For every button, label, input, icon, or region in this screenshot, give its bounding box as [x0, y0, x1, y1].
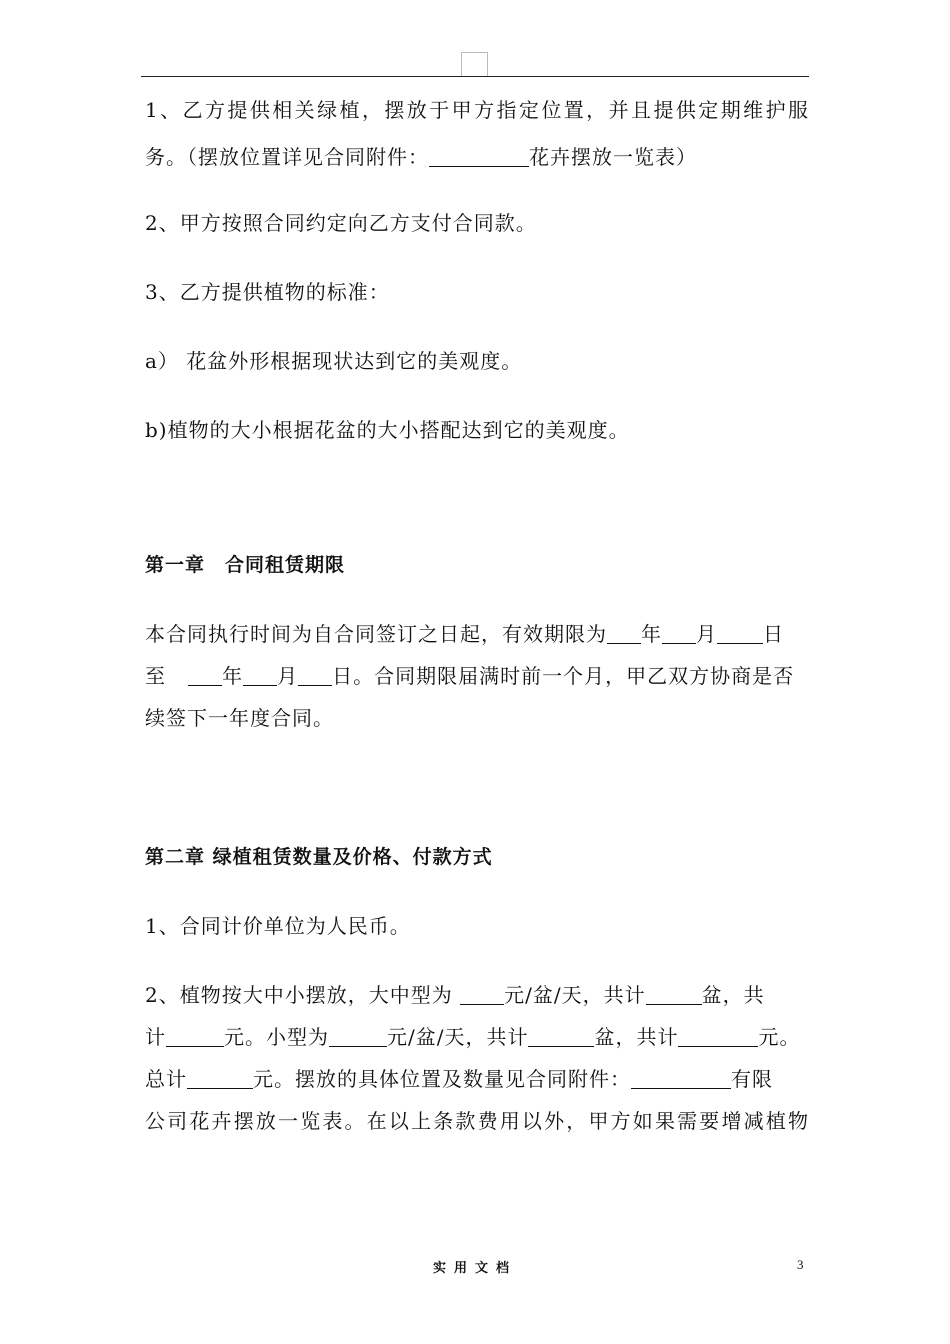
blank-field [646, 984, 702, 1005]
blank-field [717, 623, 763, 644]
blank-field [298, 665, 332, 686]
unit-label: 元/盆/天，共计 [504, 983, 646, 1007]
unit-label: 元/盆/天，共计 [387, 1025, 529, 1049]
blank-field [429, 146, 529, 167]
chapter-1-para-line-3: 续签下一年度合同。 [145, 706, 334, 730]
chapter-2-item-2-line-3 [145, 1065, 773, 1093]
chapter-2-heading: 第二章 绿植租赁数量及价格、付款方式 [145, 846, 493, 868]
chapter-2-item-2-line-2 [145, 1023, 800, 1051]
chapter-2-item-2-line-4: 公司花卉摆放一览表。在以上条款费用以外，甲方如果需要增减植物 [145, 1109, 809, 1133]
item-a: a） 花盆外形根据现状达到它的美观度。 [145, 349, 523, 373]
blank-field [243, 665, 277, 686]
month-label: 月 [696, 622, 717, 646]
blank-field [187, 1068, 253, 1089]
chapter-2-item-2-line-1 [145, 981, 765, 1009]
year-label: 年 [641, 622, 662, 646]
item-1-text: 务。（摆放位置详见合同附件： [145, 145, 429, 169]
chapter-2-item-1: 1、合同计价单位为人民币。 [145, 914, 411, 938]
total-label: 总计 [145, 1067, 187, 1091]
year-label: 年 [222, 664, 244, 688]
to-label: 至 [145, 664, 166, 688]
item-1-line-2 [145, 143, 697, 171]
blank-field [460, 984, 504, 1005]
yuan-label: 元。小型为 [224, 1025, 329, 1049]
term-text: 本合同执行时间为自合同签订之日起，有效期限为 [145, 622, 607, 646]
blank-field [528, 1026, 594, 1047]
item-1-suffix: 花卉摆放一览表） [529, 145, 697, 169]
item-1-line-1: 1、乙方提供相关绿植，摆放于甲方指定位置，并且提供定期维护服 [145, 98, 809, 122]
month-label: 月 [277, 664, 299, 688]
header-box [461, 52, 488, 76]
blank-field [678, 1026, 758, 1047]
item-3: 3、乙方提供植物的标准： [145, 280, 390, 304]
blank-field [166, 1026, 224, 1047]
chapter-1-para-line-1 [145, 620, 784, 648]
ji-label: 计 [145, 1025, 166, 1049]
blank-field [631, 1068, 731, 1089]
pricing-text: 2、植物按大中小摆放，大中型为 [145, 983, 453, 1007]
chapter-1-heading: 第一章 合同租赁期限 [145, 554, 346, 576]
chapter-1-para-line-2 [145, 662, 794, 690]
item-2: 2、甲方按照合同约定向乙方支付合同款。 [145, 211, 537, 235]
pot-label: 盆，共 [701, 983, 765, 1007]
pot-label: 盆，共计 [594, 1025, 679, 1049]
footer-label: 实用文档 [432, 1261, 517, 1276]
blank-field [607, 623, 641, 644]
item-b: b)植物的大小根据花盆的大小搭配达到它的美观度。 [145, 418, 630, 442]
term-rest: 日。合同期限届满时前一个月，甲乙双方协商是否 [332, 664, 795, 688]
company-label: 有限 [731, 1067, 773, 1091]
day-label: 日 [763, 622, 784, 646]
blank-field [188, 665, 222, 686]
blank-field [329, 1026, 387, 1047]
yuan-label: 元。 [758, 1025, 801, 1049]
page-number: 3 [797, 1257, 804, 1272]
blank-field [662, 623, 696, 644]
position-text: 元。摆放的具体位置及数量见合同附件： [253, 1067, 631, 1091]
header-rule [141, 76, 809, 77]
